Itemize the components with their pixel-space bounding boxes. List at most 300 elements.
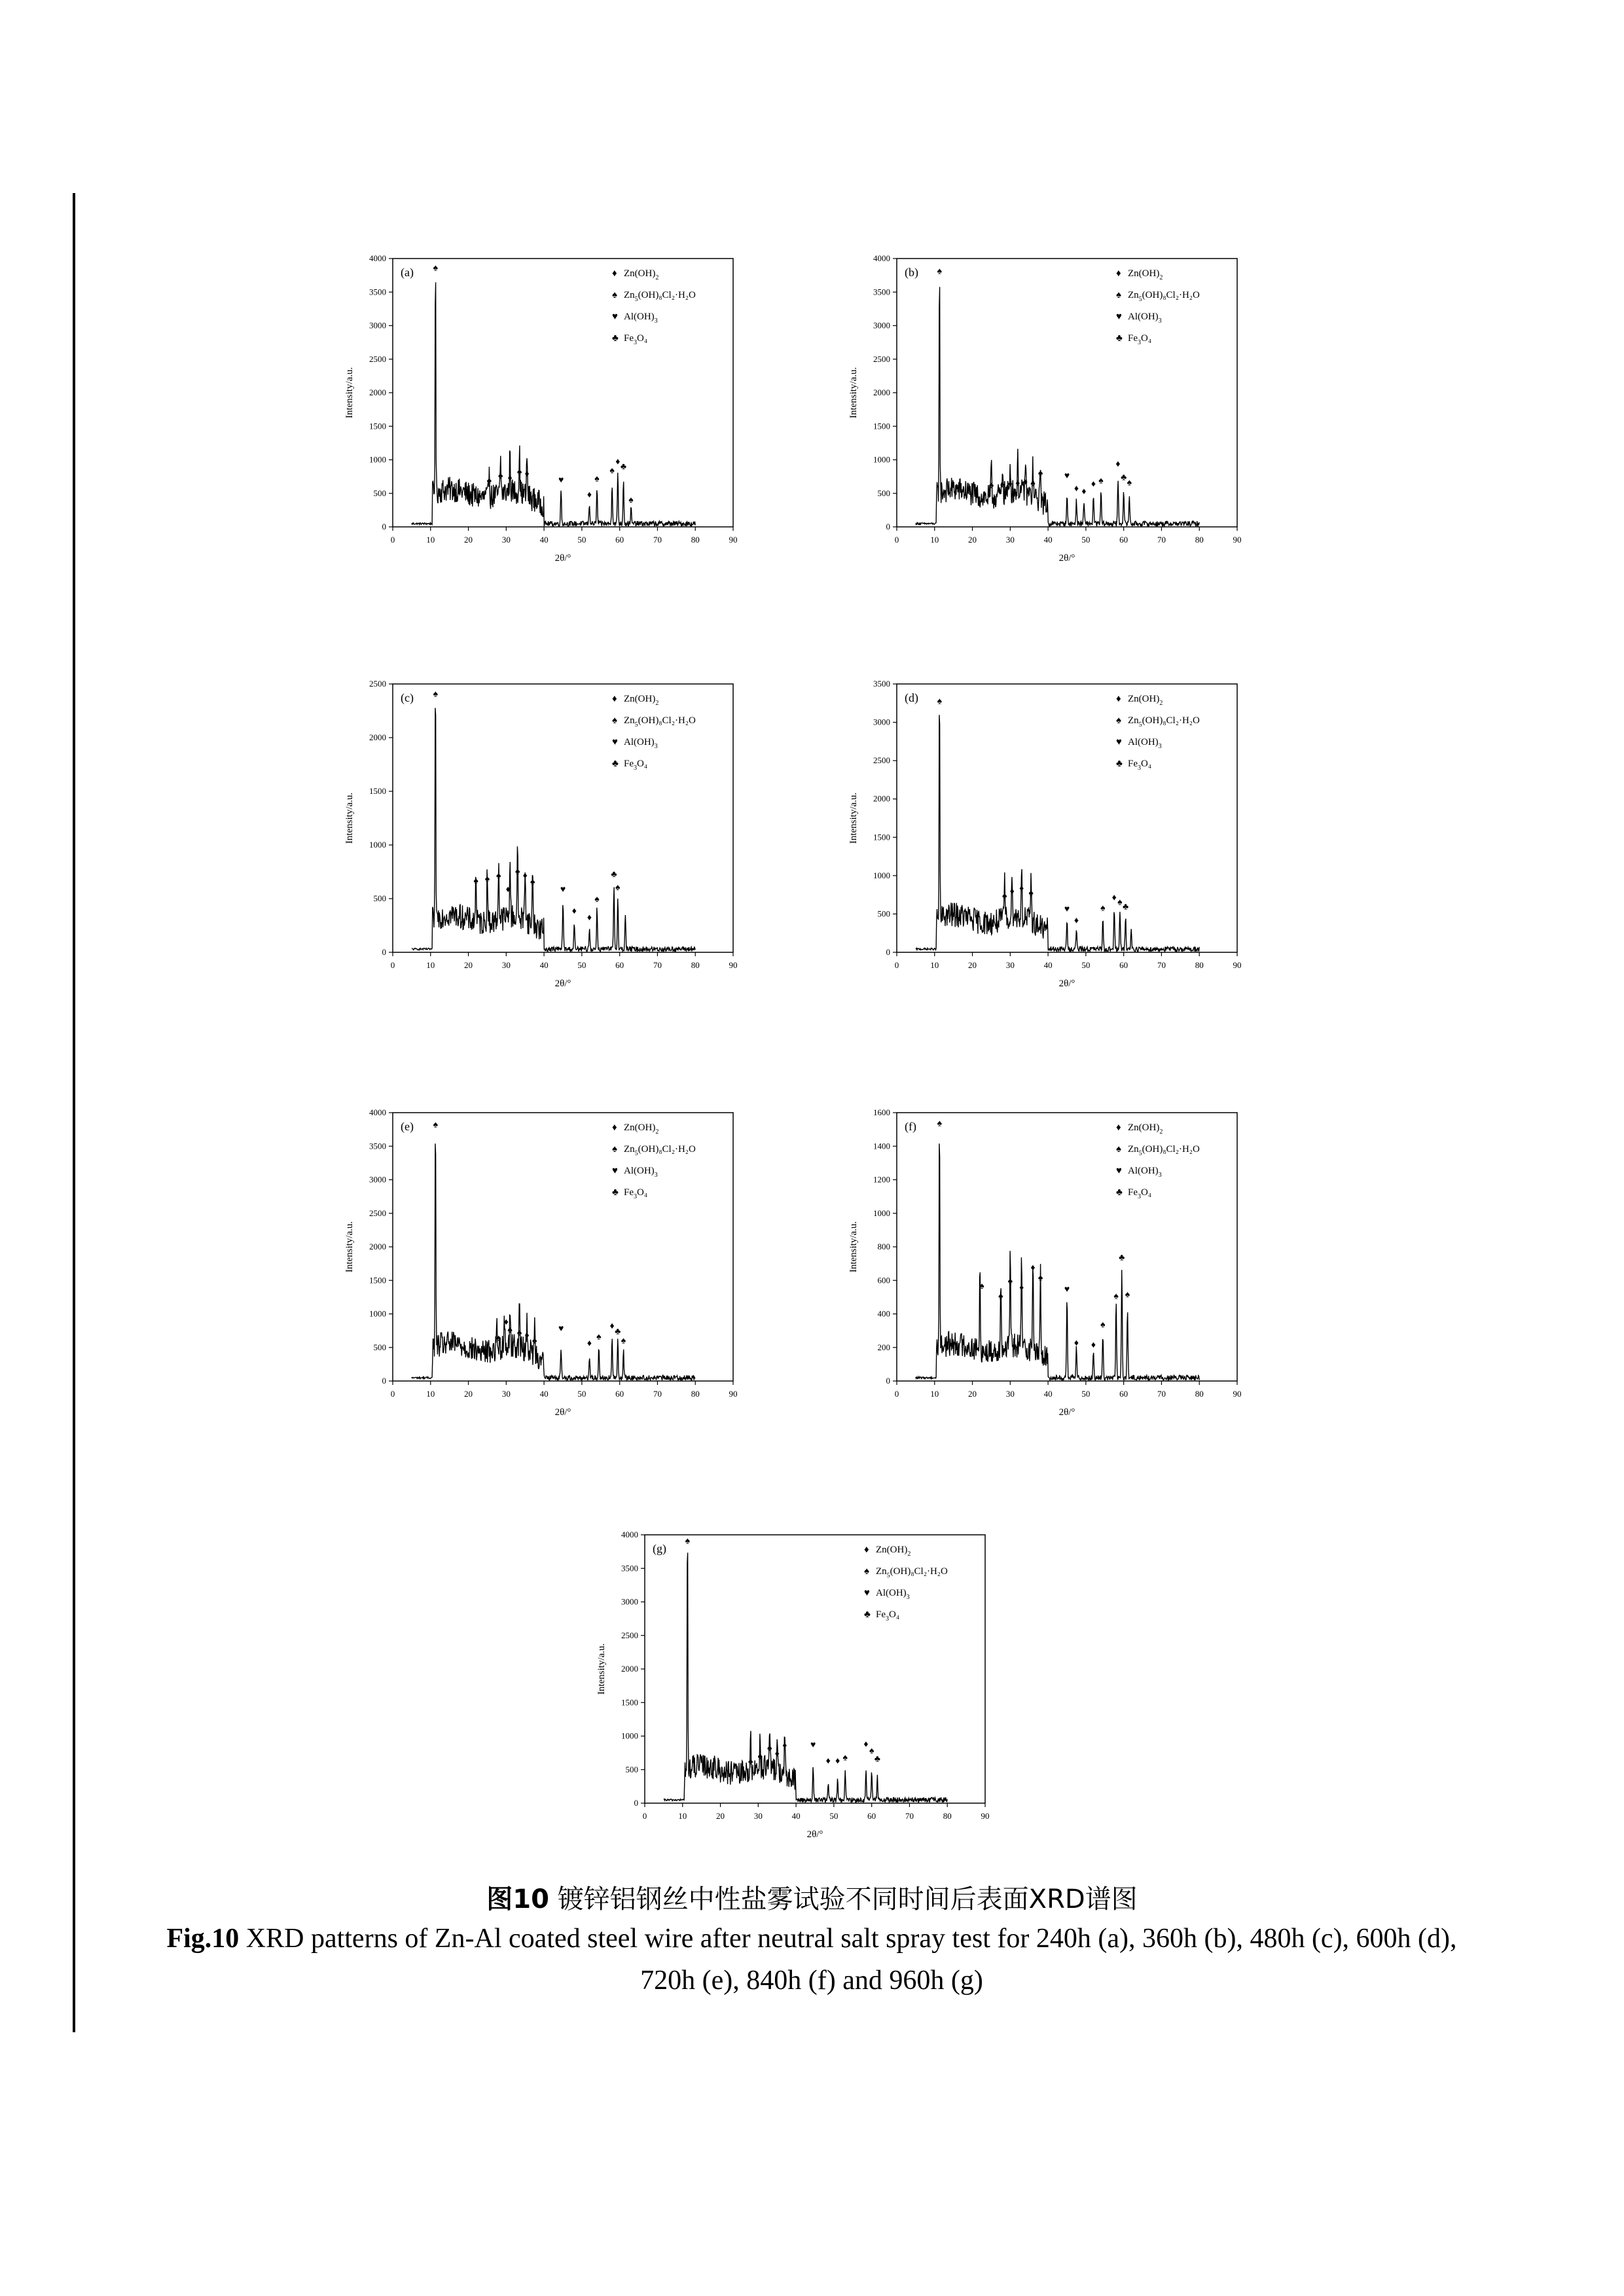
peak-marker: ♥: [1064, 1285, 1070, 1295]
peak-marker: ♦: [1015, 478, 1020, 489]
legend-symbol: ♣: [1116, 333, 1123, 344]
peak-marker: ♠: [1030, 478, 1036, 489]
x-tick-label: 20: [464, 960, 473, 970]
legend-label-sub: 3: [1158, 743, 1162, 750]
y-tick-label: 1000: [369, 840, 386, 850]
peak-marker: ♦: [586, 912, 592, 923]
legend-label-main: Al(OH): [876, 1588, 907, 1598]
y-tick-label: 4000: [873, 253, 890, 263]
legend-label-sub: 2: [655, 700, 659, 707]
x-tick-label: 10: [930, 535, 939, 545]
legend-label: [624, 694, 659, 707]
legend-symbol: ♣: [1116, 759, 1123, 769]
legend-label-sub: 3: [634, 339, 637, 346]
legend: [1116, 1122, 1200, 1200]
x-tick-label: 20: [968, 1389, 977, 1399]
x-tick-label: 90: [1233, 1389, 1242, 1399]
y-tick-label: 3500: [621, 1563, 638, 1573]
legend-label-sub: 5: [634, 296, 638, 303]
xrd-chart-f: [831, 1103, 1276, 1443]
y-tick-label: 0: [886, 1376, 890, 1386]
y-tick-label: 0: [886, 947, 890, 957]
peak-marker: ♦: [1111, 893, 1117, 903]
y-tick-label: 1600: [873, 1107, 890, 1117]
x-tick-label: 20: [464, 535, 473, 545]
legend-label-tail: O₄: [889, 1609, 900, 1620]
panel-label: (d): [905, 691, 918, 704]
peak-marker: ♠: [1113, 1291, 1119, 1302]
legend-label-sub: 2: [655, 1128, 659, 1136]
caption-en-lead: Fig.10: [166, 1924, 240, 1954]
peak-marker: ♠: [1000, 480, 1005, 490]
x-tick-label: 30: [501, 535, 511, 545]
peak-marker: ♠: [1001, 891, 1007, 901]
peak-marker: ♠: [1127, 478, 1132, 488]
x-tick-label: 70: [653, 960, 662, 970]
peak-marker: ♣: [874, 1754, 880, 1765]
peak-marker: ♠: [596, 1332, 602, 1342]
legend-label-sub: 3: [886, 1615, 889, 1623]
legend-label-sub: 3: [906, 1594, 910, 1601]
legend-label-tail: O₄: [1141, 333, 1152, 344]
legend-label-main: Al(OH): [624, 312, 655, 322]
legend-label-tail: (OH)₈Cl₂·H₂O: [1142, 1144, 1200, 1155]
legend-symbol: ♥: [1116, 312, 1122, 322]
y-tick-label: 2000: [369, 387, 386, 397]
y-tick-label: 0: [382, 522, 386, 531]
peak-marker: ♥: [558, 475, 564, 486]
y-tick-label: 4000: [621, 1530, 638, 1539]
legend-symbol: ♣: [612, 333, 619, 344]
peak-marker: ♦: [522, 870, 528, 881]
legend-label-main: Zn: [624, 290, 635, 300]
peak-marker: ♣: [615, 1327, 621, 1337]
peak-marker: ♠: [869, 1746, 875, 1757]
x-tick-label: 10: [426, 1389, 435, 1399]
y-tick-label: 2000: [621, 1664, 638, 1674]
peak-marker: ♦: [1009, 886, 1015, 897]
legend-symbol: ♠: [612, 715, 617, 726]
x-tick-label: 70: [1157, 1389, 1166, 1399]
x-tick-label: 80: [691, 960, 700, 970]
peak-marker: ♠: [433, 263, 439, 274]
y-axis-label: Intensity/a.u.: [344, 792, 355, 844]
y-tick-label: 0: [634, 1798, 638, 1808]
peak-marker: ♠: [497, 471, 503, 482]
peak-marker: ♣: [611, 870, 617, 880]
y-tick-label: 800: [877, 1242, 890, 1251]
legend-label: [624, 290, 696, 303]
peak-marker: ♠: [937, 1119, 943, 1129]
legend-label-tail: O₄: [1141, 759, 1152, 769]
legend-symbol: ♠: [1116, 1144, 1121, 1155]
xrd-chart-g: [579, 1525, 1024, 1865]
y-tick-label: 2500: [873, 755, 890, 766]
legend-symbol: ♥: [612, 312, 618, 322]
y-tick-label: 1500: [873, 421, 890, 431]
x-tick-label: 0: [390, 535, 395, 545]
x-tick-label: 80: [691, 1389, 700, 1399]
y-tick-label: 500: [373, 488, 386, 498]
legend-label: [876, 1609, 899, 1623]
legend-label-sub: 2: [1159, 274, 1163, 281]
y-tick-label: 500: [373, 1342, 386, 1352]
x-tick-label: 0: [390, 960, 395, 970]
legend-label-main: Zn(OH): [876, 1545, 908, 1555]
x-axis-label: 2θ/°: [554, 553, 571, 564]
legend-label: [1128, 333, 1151, 346]
xrd-pattern-line: [916, 715, 1199, 952]
peak-marker: ♠: [609, 466, 615, 476]
legend-symbol: ♥: [612, 1166, 618, 1176]
peak-marker: ♠: [1117, 897, 1123, 908]
y-tick-label: 2500: [369, 1208, 386, 1218]
x-tick-label: 30: [501, 960, 511, 970]
caption-zh-lead: 图10: [486, 1884, 549, 1914]
peak-marker: ♦: [524, 469, 530, 480]
y-tick-label: 1000: [873, 870, 890, 880]
legend-symbol: ♥: [612, 737, 618, 747]
legend-label-main: Fe: [624, 333, 634, 344]
y-tick-label: 2500: [369, 679, 386, 689]
y-axis-label: Intensity/a.u.: [848, 792, 859, 844]
y-tick-label: 600: [877, 1275, 890, 1285]
legend-label-sub: 5: [634, 721, 638, 728]
x-tick-label: 80: [1195, 1389, 1204, 1399]
peak-marker: ♦: [1091, 1340, 1096, 1350]
x-tick-label: 80: [1195, 960, 1204, 970]
x-tick-label: 10: [930, 1389, 939, 1399]
peak-marker: ♠: [1028, 888, 1034, 899]
xrd-chart-e: [327, 1103, 772, 1443]
x-tick-label: 70: [653, 1389, 662, 1399]
y-tick-label: 1500: [369, 1275, 386, 1285]
x-tick-label: 0: [894, 535, 899, 545]
peak-marker: ♠: [1125, 1289, 1130, 1300]
x-tick-label: 40: [539, 535, 549, 545]
x-tick-label: 0: [642, 1811, 647, 1821]
peak-marker: ♠: [685, 1536, 691, 1547]
legend-label: [1128, 290, 1200, 303]
y-tick-label: 2000: [873, 793, 890, 804]
legend-symbol: ♦: [1116, 1122, 1121, 1133]
y-axis-label: Intensity/a.u.: [848, 367, 859, 419]
peak-marker: ♠: [1038, 1273, 1043, 1283]
x-tick-label: 20: [968, 535, 977, 545]
y-tick-label: 3500: [369, 1141, 386, 1151]
peak-marker: ♠: [998, 1291, 1003, 1302]
peak-marker: ♥: [810, 1740, 816, 1750]
legend-label-main: Zn(OH): [624, 268, 656, 279]
peak-marker: ♦: [609, 1321, 615, 1332]
peak-marker: ♦: [1115, 459, 1121, 469]
peak-marker: ♠: [1100, 1320, 1106, 1330]
y-tick-label: 3500: [873, 287, 890, 297]
legend: [612, 1122, 696, 1200]
x-tick-label: 70: [653, 535, 662, 545]
legend-label-main: Zn(OH): [1128, 694, 1160, 704]
legend-label-sub: 3: [654, 317, 658, 325]
peak-marker: ♠: [594, 894, 600, 905]
legend-label-main: Zn: [1128, 290, 1139, 300]
peak-marker: ♦: [1019, 1283, 1024, 1293]
y-tick-label: 3000: [369, 320, 386, 331]
peak-marker: ♦: [863, 1739, 869, 1749]
legend-label-sub: 5: [1138, 721, 1142, 728]
peak-marker: ♦: [835, 1756, 840, 1767]
legend-label-main: Al(OH): [624, 1166, 655, 1176]
legend-symbol: ♣: [612, 759, 619, 769]
legend-label: [1128, 1122, 1163, 1136]
legend-label: [1128, 759, 1151, 772]
y-axis-label: Intensity/a.u.: [596, 1643, 607, 1695]
y-tick-label: 1500: [873, 832, 890, 842]
y-tick-label: 1000: [621, 1731, 638, 1741]
peak-marker: ♠: [1098, 476, 1104, 486]
x-tick-label: 70: [905, 1811, 914, 1821]
y-tick-label: 200: [877, 1342, 890, 1352]
y-tick-label: 1500: [369, 786, 386, 796]
y-axis-label: Intensity/a.u.: [344, 1221, 355, 1273]
peak-marker: ♠: [532, 1336, 537, 1346]
xrd-chart-b: [831, 249, 1276, 589]
peak-marker: ♦: [615, 457, 621, 467]
x-axis-label: 2θ/°: [1058, 553, 1075, 564]
peak-marker: ♠: [767, 1744, 772, 1754]
legend-label-tail: (OH)₈Cl₂·H₂O: [638, 290, 696, 300]
legend-label-tail: O₄: [637, 1187, 648, 1198]
xrd-pattern-line: [916, 287, 1199, 526]
xrd-chart-c: [327, 674, 772, 1014]
x-tick-label: 30: [1005, 535, 1015, 545]
x-tick-label: 50: [1081, 535, 1091, 545]
figure-caption-chinese: [0, 1878, 1624, 1916]
legend-label-sub: 2: [1159, 700, 1163, 707]
x-tick-label: 90: [981, 1811, 990, 1821]
x-tick-label: 90: [729, 535, 738, 545]
x-tick-label: 50: [577, 1389, 586, 1399]
legend-label: [1128, 1144, 1200, 1157]
peak-marker: ♦: [1074, 484, 1079, 494]
y-tick-label: 1000: [369, 1308, 386, 1319]
legend-symbol: ♣: [1116, 1187, 1123, 1198]
xrd-pattern-line: [412, 1143, 695, 1380]
x-axis-label: 2θ/°: [554, 978, 571, 989]
x-tick-label: 30: [1005, 1389, 1015, 1399]
legend-label-sub: 3: [1158, 317, 1162, 325]
y-tick-label: 0: [886, 522, 890, 531]
legend-label: [1128, 715, 1200, 728]
y-tick-label: 4000: [369, 1107, 386, 1117]
y-tick-label: 1500: [369, 421, 386, 431]
x-tick-label: 80: [691, 535, 700, 545]
x-tick-label: 0: [894, 1389, 899, 1399]
legend-label-main: Zn: [624, 715, 635, 726]
x-tick-label: 40: [1043, 535, 1053, 545]
x-tick-label: 60: [615, 535, 624, 545]
y-tick-label: 2500: [873, 353, 890, 364]
legend-label: [624, 737, 658, 750]
y-tick-label: 1400: [873, 1141, 890, 1151]
legend-label-main: Zn(OH): [624, 1122, 656, 1133]
y-tick-label: 500: [877, 908, 890, 919]
y-tick-label: 1000: [369, 454, 386, 465]
x-tick-label: 80: [943, 1811, 952, 1821]
peak-marker: ♦: [1074, 1338, 1079, 1349]
legend-label-sub: 3: [1158, 1172, 1162, 1179]
peak-marker: ♦: [1030, 1263, 1036, 1273]
legend-label: [624, 1166, 658, 1179]
x-tick-label: 40: [539, 1389, 549, 1399]
legend-symbol: ♣: [864, 1609, 871, 1620]
x-axis-label: 2θ/°: [554, 1407, 571, 1418]
y-axis-label: Intensity/a.u.: [344, 367, 355, 419]
peak-marker: ♠: [594, 474, 600, 484]
legend: [612, 694, 696, 772]
legend-label: [1128, 737, 1162, 750]
legend-label: [1128, 1187, 1151, 1200]
legend-label-sub: 5: [886, 1572, 890, 1579]
legend-symbol: ♠: [612, 290, 617, 300]
y-tick-label: 3000: [873, 717, 890, 727]
legend-symbol: ♦: [1116, 694, 1121, 704]
legend-label-sub: 3: [1138, 1193, 1141, 1200]
legend-label-tail: O₄: [637, 333, 648, 344]
peak-marker: ♦: [1091, 479, 1096, 490]
legend-label-sub: 3: [634, 764, 637, 772]
legend-symbol: ♠: [864, 1566, 869, 1577]
peak-marker: ♠: [1007, 1276, 1013, 1287]
legend-label-main: Zn: [624, 1144, 635, 1155]
peak-marker: ♠: [484, 874, 490, 884]
peak-marker: ♦: [774, 1749, 780, 1759]
legend: [1116, 694, 1200, 772]
peak-marker: ♦: [503, 1317, 509, 1327]
legend-label: [1128, 312, 1162, 325]
legend-label-sub: 5: [634, 1150, 638, 1157]
legend-label-tail: (OH)₈Cl₂·H₂O: [1142, 715, 1200, 726]
legend: [612, 268, 696, 346]
y-tick-label: 3500: [873, 679, 890, 689]
peak-marker: ♥: [560, 885, 566, 895]
y-tick-label: 500: [625, 1764, 638, 1774]
legend-label: [624, 1122, 659, 1136]
x-tick-label: 90: [1233, 960, 1242, 970]
legend-label: [876, 1545, 911, 1558]
y-tick-label: 3000: [369, 1174, 386, 1185]
panel-label: (g): [653, 1542, 666, 1555]
x-tick-label: 60: [867, 1811, 876, 1821]
x-axis-label: 2θ/°: [1058, 978, 1075, 989]
x-tick-label: 10: [930, 960, 939, 970]
legend-label: [1128, 1166, 1162, 1179]
legend-label-main: Zn: [876, 1566, 887, 1577]
peak-marker: ♠: [1038, 469, 1043, 479]
y-tick-label: 2500: [369, 353, 386, 364]
panel-label: (a): [401, 266, 414, 279]
legend-label-main: Zn(OH): [624, 694, 656, 704]
y-axis-label: Intensity/a.u.: [848, 1221, 859, 1273]
legend-symbol: ♦: [1116, 268, 1121, 279]
x-tick-label: 50: [577, 960, 586, 970]
peak-marker: ♠: [486, 476, 492, 486]
y-tick-label: 500: [373, 893, 386, 903]
panel-label: (f): [905, 1120, 916, 1133]
x-tick-label: 80: [1195, 535, 1204, 545]
legend-label-tail: O₄: [1141, 1187, 1152, 1198]
y-tick-label: 0: [382, 947, 386, 957]
legend-label-sub: 3: [654, 743, 658, 750]
legend-label-tail: (OH)₈Cl₂·H₂O: [638, 1144, 696, 1155]
y-tick-label: 4000: [369, 253, 386, 263]
legend-label-sub: 3: [1138, 339, 1141, 346]
panel-label: (e): [401, 1120, 414, 1133]
peak-marker: ♠: [530, 877, 535, 888]
legend-label-sub: 3: [634, 1193, 637, 1200]
y-tick-label: 500: [877, 488, 890, 498]
x-tick-label: 90: [729, 1389, 738, 1399]
x-tick-label: 60: [615, 960, 624, 970]
legend-label-main: Al(OH): [1128, 312, 1159, 322]
peak-marker: ♦: [586, 490, 592, 500]
x-tick-label: 60: [1119, 535, 1128, 545]
x-tick-label: 20: [716, 1811, 725, 1821]
peak-marker: ♦: [524, 1331, 530, 1341]
x-tick-label: 40: [539, 960, 549, 970]
xrd-pattern-line: [916, 1143, 1199, 1380]
peak-marker: ♣: [1121, 473, 1127, 483]
x-tick-label: 40: [1043, 960, 1053, 970]
peak-marker: ♠: [842, 1753, 848, 1763]
y-tick-label: 3000: [621, 1596, 638, 1607]
legend-symbol: ♦: [612, 268, 617, 279]
x-tick-label: 70: [1157, 960, 1166, 970]
legend-symbol: ♠: [1116, 290, 1121, 300]
x-tick-label: 60: [615, 1389, 624, 1399]
legend-label-sub: 5: [1138, 296, 1142, 303]
peak-marker: ♠: [748, 1757, 753, 1767]
peak-marker: ♥: [1064, 904, 1070, 914]
peak-marker: ♠: [615, 882, 621, 893]
legend-symbol: ♦: [612, 1122, 617, 1133]
legend-label-main: Fe: [876, 1609, 886, 1620]
peak-marker: ♦: [571, 906, 577, 916]
x-tick-label: 10: [678, 1811, 687, 1821]
y-tick-label: 3500: [369, 287, 386, 297]
y-tick-label: 2000: [369, 732, 386, 742]
peak-marker: ♠: [621, 1336, 626, 1346]
legend-label-sub: 3: [654, 1172, 658, 1179]
legend-label-main: Zn: [1128, 1144, 1139, 1155]
peak-marker: ♦: [1019, 884, 1024, 894]
x-tick-label: 90: [729, 960, 738, 970]
page-margin-rule: [73, 193, 75, 2032]
legend-label: [624, 312, 658, 325]
peak-marker: ♦: [782, 1740, 787, 1751]
legend-label-main: Fe: [1128, 1187, 1138, 1198]
legend-symbol: ♦: [612, 694, 617, 704]
peak-marker: ♥: [558, 1324, 564, 1335]
y-tick-label: 1000: [873, 454, 890, 465]
legend-label-main: Al(OH): [1128, 1166, 1159, 1176]
legend-label-sub: 5: [1138, 1150, 1142, 1157]
legend-label-tail: O₄: [637, 759, 648, 769]
x-tick-label: 50: [577, 535, 586, 545]
y-tick-label: 3000: [873, 320, 890, 331]
peak-marker: ♣: [620, 461, 627, 472]
peak-marker: ♠: [988, 480, 994, 491]
peak-marker: ♣: [1119, 1253, 1125, 1263]
